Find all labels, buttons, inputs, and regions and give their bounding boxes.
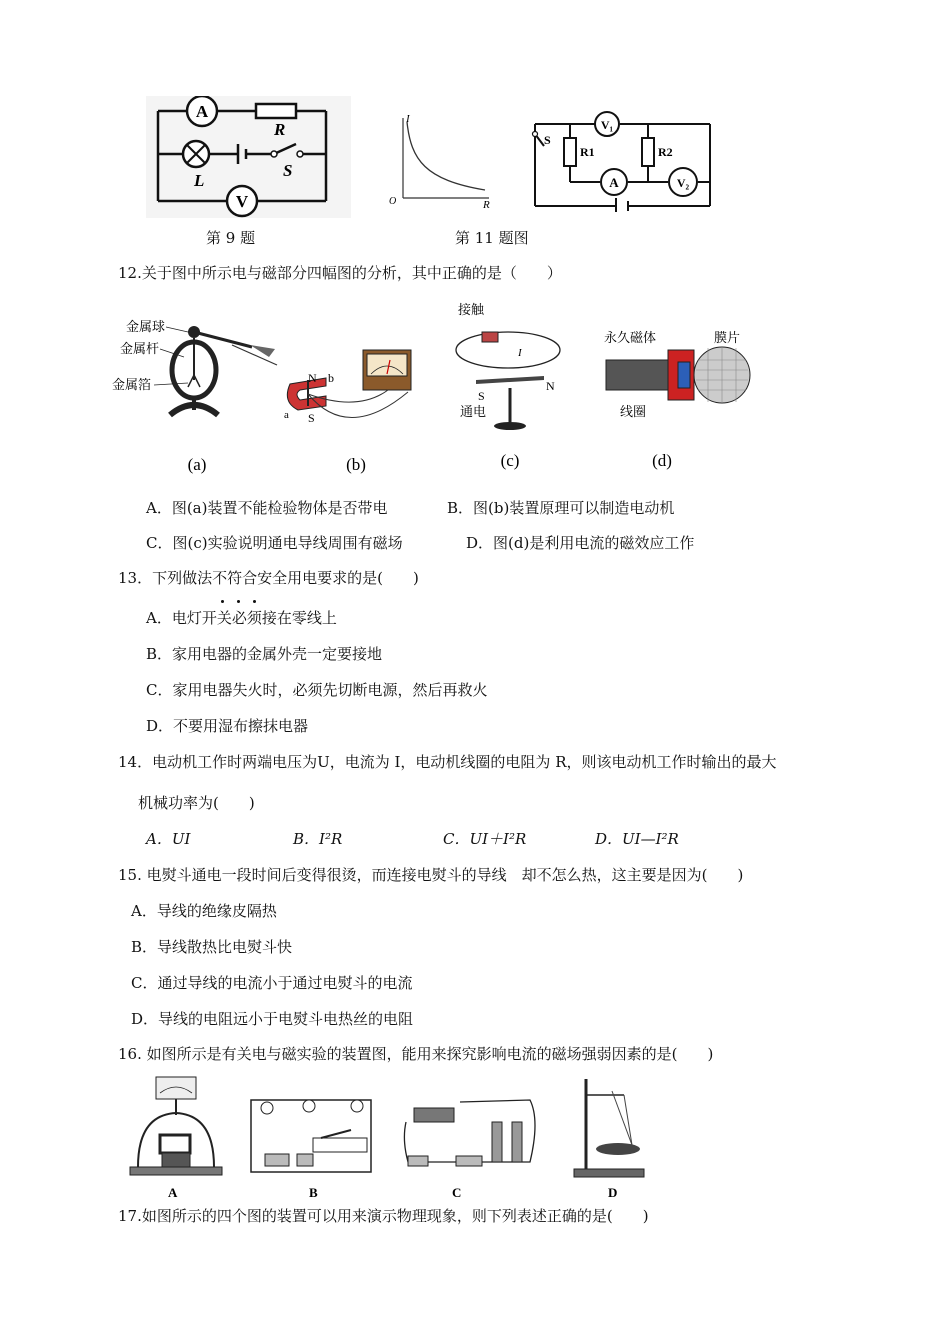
q15-option-b: B．导线散热比电熨斗快 bbox=[131, 938, 293, 956]
q12c-i-label: I bbox=[518, 347, 522, 359]
q12-figure-a bbox=[112, 305, 282, 480]
q12c-n-label: N bbox=[546, 379, 555, 393]
q12-option-c: C．图(c)实验说明通电导线周围有磁场 bbox=[146, 534, 403, 552]
figure-9-caption: 第 9 题 bbox=[206, 229, 256, 247]
q14-option-a: A．UI bbox=[146, 830, 191, 848]
q16-figure-d bbox=[572, 1075, 652, 1200]
figure-11-caption: 第 11 题图 bbox=[455, 229, 529, 247]
q13-option-c: C．家用电器失火时，必须先切断电源，然后再救火 bbox=[146, 681, 488, 699]
q12c-caption: (c) bbox=[500, 451, 520, 470]
fig11-ammeter-label: A bbox=[609, 175, 619, 190]
q17-stem: 17.如图所示的四个图的装置可以用来演示物理现象，则下列表述正确的是( ) bbox=[118, 1207, 649, 1225]
figure-11-circuit bbox=[530, 110, 716, 212]
q16-stem: 16. 如图所示是有关电与磁实验的装置图，能用来探究影响电流的磁场强弱因素的是( ) bbox=[118, 1045, 714, 1063]
fig11-r1-label: R1 bbox=[580, 145, 595, 159]
q16-figure-a bbox=[128, 1075, 224, 1200]
q16-figure-b bbox=[247, 1090, 377, 1200]
q12b-s-label: S bbox=[308, 411, 315, 425]
fig11-v1-label: V₁ bbox=[600, 118, 614, 132]
q14-option-b: B．I²R bbox=[293, 830, 343, 848]
q12b-a-label: a bbox=[284, 409, 289, 421]
q15-option-a: A．导线的绝缘皮隔热 bbox=[131, 902, 277, 920]
q16c-caption: C bbox=[452, 1185, 462, 1200]
fig9-resistor-label: R bbox=[274, 120, 286, 139]
q15-option-c: C．通过导线的电流小于通过电熨斗的电流 bbox=[131, 974, 413, 992]
fig9-ammeter-label: A bbox=[195, 102, 209, 121]
q13-option-d: D．不要用湿布擦抹电器 bbox=[146, 717, 309, 735]
q13-stem: 13．下列做法不符合安全用电要求的是( ) bbox=[118, 569, 419, 587]
q14-option-d: D．UI—I²R bbox=[595, 830, 679, 848]
q12-option-a: A．图(a)装置不能检验物体是否带电 bbox=[146, 499, 388, 517]
q12d-diaphragm-label: 膜片 bbox=[714, 330, 741, 345]
q12-figure-d bbox=[598, 320, 758, 470]
emphasis-dots bbox=[221, 588, 256, 607]
q12a-caption: (a) bbox=[187, 455, 207, 474]
q13-option-b: B．家用电器的金属外壳一定要接地 bbox=[146, 645, 383, 663]
fig11-y-label: I bbox=[406, 113, 410, 125]
q14-option-c: C．UI＋I²R bbox=[443, 830, 527, 848]
figure-9-circuit bbox=[146, 96, 351, 218]
q12-option-d: D．图(d)是利用电流的磁效应工作 bbox=[466, 534, 695, 552]
fig11-r2-label: R2 bbox=[658, 145, 673, 159]
fig9-lamp-label: L bbox=[194, 171, 205, 190]
q14-stem-line2: 机械功率为( ) bbox=[138, 794, 255, 812]
q16a-caption: A bbox=[168, 1185, 178, 1200]
q12-figure-b bbox=[278, 322, 420, 480]
q16b-caption: B bbox=[309, 1185, 318, 1200]
q12c-s-label: S bbox=[478, 389, 485, 403]
q12c-energized-label: 通电 bbox=[460, 404, 487, 419]
fig9-switch-label: S bbox=[283, 161, 293, 180]
q12d-coil-label: 线圈 bbox=[620, 404, 647, 419]
q12c-contact-label: 接触 bbox=[458, 302, 485, 317]
q12a-foil-label: 金属箔 bbox=[112, 377, 152, 392]
q12d-magnet-label: 永久磁体 bbox=[604, 330, 657, 345]
figure-11-graph bbox=[385, 110, 495, 210]
q12b-b-label: b bbox=[328, 371, 334, 385]
q16-figure-c bbox=[400, 1080, 545, 1200]
fig9-voltmeter-label: V bbox=[235, 192, 249, 211]
q14-stem-line1: 14．电动机工作时两端电压为U，电流为 I，电动机线圈的电阻为 R，则该电动机工作时输出的最大 bbox=[118, 753, 777, 771]
q15-option-d: D．导线的电阻远小于电熨斗电热丝的电阻 bbox=[131, 1010, 414, 1028]
q12-figure-c bbox=[448, 298, 568, 480]
q12a-ball-label: 金属球 bbox=[126, 319, 166, 334]
q12-stem: 12.关于图中所示电与磁部分四幅图的分析，其中正确的是（ ） bbox=[118, 264, 562, 282]
q15-stem: 15. 电熨斗通电一段时间后变得很烫，而连接电熨斗的导线 却不怎么热，这主要是因为( ) bbox=[118, 866, 744, 884]
q12a-rod-label: 金属杆 bbox=[120, 341, 160, 356]
q16d-caption: D bbox=[608, 1185, 618, 1200]
fig11-switch-label: S bbox=[544, 133, 551, 147]
fig11-x-label: R bbox=[483, 199, 490, 210]
fig11-origin-label: O bbox=[389, 196, 397, 207]
q12-option-b: B．图(b)装置原理可以制造电动机 bbox=[447, 499, 675, 517]
q13-option-a: A．电灯开关必须接在零线上 bbox=[146, 609, 337, 627]
q12d-caption: (d) bbox=[652, 451, 672, 470]
q12b-n-label: N bbox=[308, 371, 317, 385]
fig11-v2-label: V₂ bbox=[676, 176, 690, 190]
q12b-caption: (b) bbox=[346, 455, 366, 474]
